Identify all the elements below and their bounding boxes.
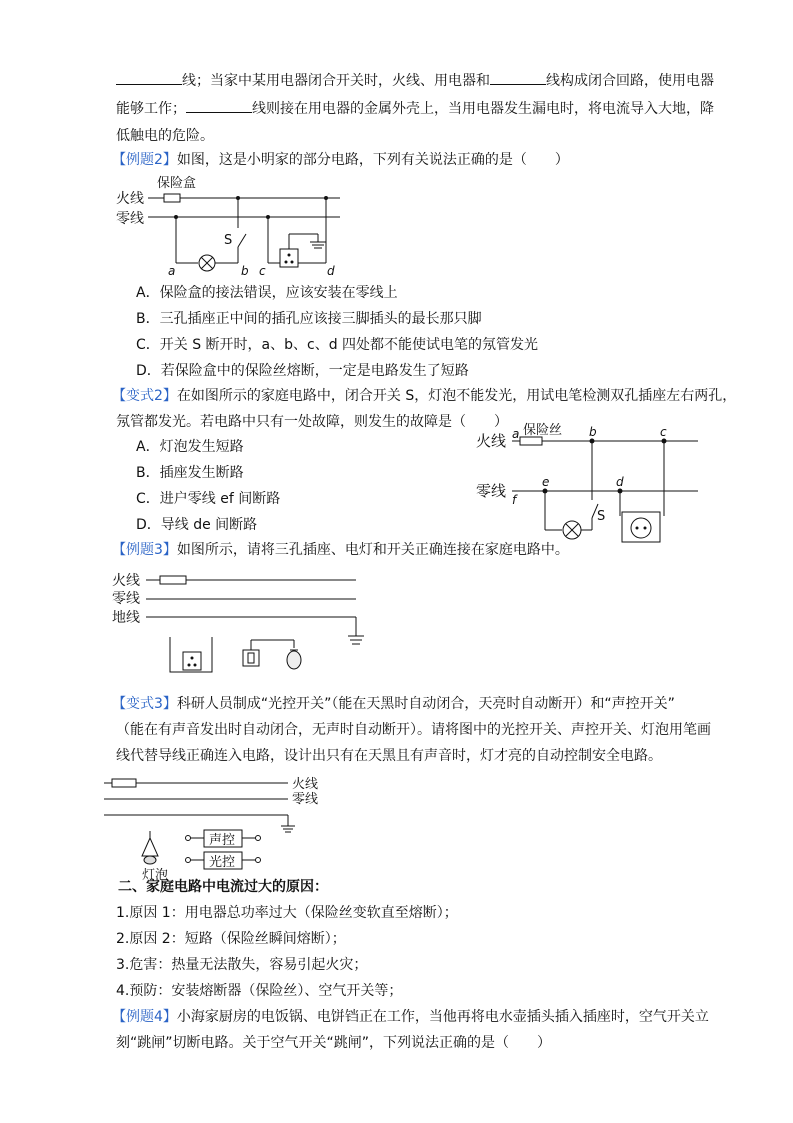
var3-bulb-label: 灯泡: [142, 868, 169, 883]
svg-text:火线: 火线: [112, 573, 140, 589]
var3-fuse: [112, 779, 136, 787]
example2-option-b[interactable]: B．三孔插座正中间的插孔应该接三脚插头的最长那只脚: [136, 311, 482, 327]
svg-text:e: e: [542, 475, 550, 489]
svg-text:b: b: [241, 264, 249, 278]
example2-question: 【例题2】如图，这是小明家的部分电路，下列有关说法正确的是（ ）: [112, 152, 569, 168]
example2-option-c[interactable]: C．开关 S 断开时，a、b、c、d 四处都不能使试电笔的氖管发光: [136, 337, 539, 353]
variant2-question-line-1: 【变式2】在如图所示的家庭电路中，闭合开关 S，灯泡不能发光，用试电笔检测双孔插座左右两孔，: [112, 388, 737, 404]
variant2-option-b[interactable]: B．插座发生断路: [136, 465, 244, 481]
svg-text:c: c: [259, 264, 266, 278]
section2-item-4: 4.预防：安装熔断器（保险丝）、空气开关等；: [116, 983, 403, 999]
svg-text:火线: 火线: [292, 777, 319, 792]
svg-text:a: a: [168, 264, 176, 278]
example2-option-d[interactable]: D．若保险盒中的保险丝熔断，一定是电路发生了短路: [136, 363, 469, 379]
variant3-tag: 【变式3】: [112, 696, 177, 712]
ex2-fuse-label: 保险盒: [157, 176, 197, 191]
variant2-question-line-2: 氖管都发光。若电路中只有一处故障，则发生的故障是（ ）: [116, 414, 508, 430]
intro-line-2: 能够工作； 线则接在用电器的金属外壳上，当用电器发生漏电时，将电流导入大地，降: [116, 98, 714, 119]
svg-text:零线: 零线: [476, 482, 507, 500]
svg-text:f: f: [512, 493, 517, 507]
example3-question: 【例题3】如图所示，请将三孔插座、电灯和开关正确连接在家庭电路中。: [112, 542, 569, 558]
example4-question-line-2: 刻“跳闸”切断电路。关于空气开关“跳闸”，下列说法正确的是（ ）: [116, 1035, 552, 1051]
var3-light-label: 光控: [209, 855, 236, 870]
ex2-fire-label: 火线: [116, 191, 144, 207]
intro-line-1: 线；当家中某用电器闭合开关时，火线、用电器和 线构成闭合回路，使用电器: [116, 70, 714, 91]
variant3-question-line-1: 【变式3】科研人员制成“光控开关”（能在天黑时自动闭合，天亮时自动断开）和“声控开关”: [112, 696, 675, 712]
intro-line-3: 低触电的危险。: [116, 128, 214, 144]
variant2-option-a[interactable]: A．灯泡发生短路: [136, 439, 244, 455]
example4-question-line-1: 【例题4】小海家厨房的电饭锅、电饼铛正在工作，当他再将电水壶插头插入插座时，空气开关立: [112, 1009, 709, 1025]
var3-sound-label: 声控: [209, 833, 236, 848]
example4-tag: 【例题4】: [112, 1009, 177, 1025]
ex2-zero-label: 零线: [116, 211, 144, 227]
example2-option-a[interactable]: A．保险盒的接法错误，应该安装在零线上: [136, 285, 398, 301]
svg-text:c: c: [660, 425, 667, 439]
var3-bulb: [142, 838, 158, 856]
svg-text:地线: 地线: [112, 610, 140, 626]
section2-item-2: 2.原因 2：短路（保险丝瞬间熔断）；: [116, 931, 346, 947]
example2-tag: 【例题2】: [112, 152, 177, 168]
svg-text:d: d: [327, 264, 335, 278]
section2-item-1: 1.原因 1：用电器总功率过大（保险丝变软直至熔断）；: [116, 905, 458, 921]
variant3-question-line-3: 线代替导线正确连入电路，设计出只有在天黑且有声音时，灯才亮的自动控制安全电路。: [116, 748, 662, 764]
svg-text:零线: 零线: [112, 591, 140, 607]
svg-text:S: S: [597, 509, 606, 524]
svg-text:保险丝: 保险丝: [523, 423, 563, 438]
variant3-question-line-2: （能在有声音发出时自动闭合，无声时自动断开）。请将图中的光控开关、声控开关、灯泡用笔画: [116, 722, 711, 738]
svg-text:a: a: [512, 427, 520, 441]
variant2-tag: 【变式2】: [112, 388, 177, 404]
variant2-option-d[interactable]: D．导线 de 间断路: [136, 517, 258, 533]
svg-text:d: d: [616, 475, 624, 489]
svg-text:b: b: [589, 425, 597, 439]
example3-tag: 【例题3】: [112, 542, 177, 558]
svg-text:零线: 零线: [292, 792, 319, 807]
ex2-switch-label: S: [224, 233, 233, 248]
variant2-option-c[interactable]: C．进户零线 ef 间断路: [136, 491, 281, 507]
svg-text:火线: 火线: [476, 432, 507, 450]
section2-item-3: 3.危害：热量无法散失，容易引起火灾；: [116, 957, 368, 973]
section2-title: 二、家庭电路中电流过大的原因：: [118, 879, 328, 895]
